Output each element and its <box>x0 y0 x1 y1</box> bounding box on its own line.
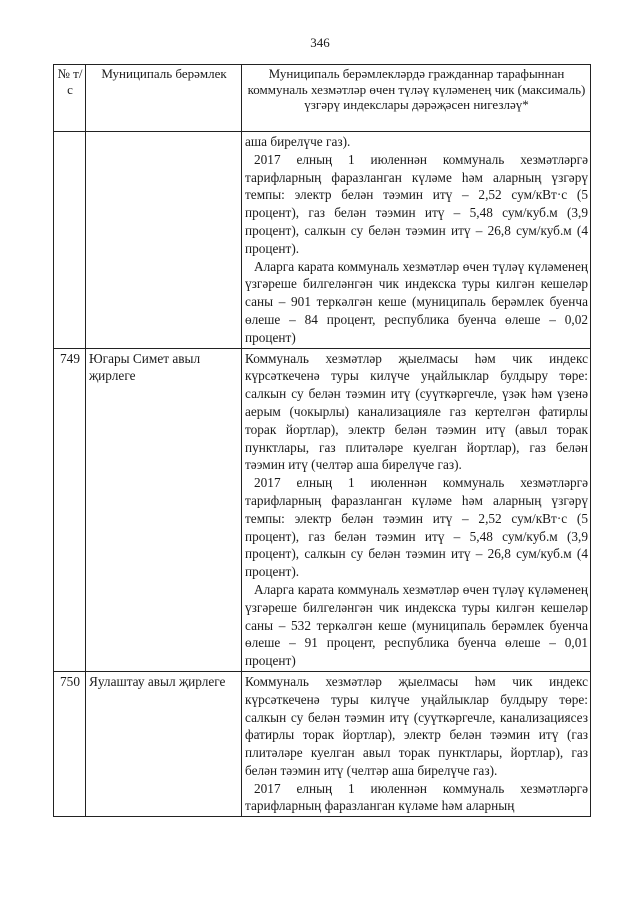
row-number: 749 <box>54 348 86 671</box>
paragraph: 2017 елның 1 июленнән коммуналь хезмәтләргә тарифларның фаразланган күләме һәм аларның үзгәрү темпы: электр белән тәэмин итү – 2,52 сум/кВт·с (5 процент), газ белән тәэмин итү – 5,48 сум/куб.м (3,9 процент), салкын су белән тәэмин итү – 26,8 сум/куб.м (4 процент). <box>245 151 588 256</box>
row-municipality: Югары Симет авыл җирлеге <box>86 348 242 671</box>
row-municipality <box>86 132 242 349</box>
row-description <box>242 348 591 671</box>
paragraph: Аларга карата коммуналь хезмәтләр өчен түләү күләменең үзгәреше билгеләнгән чик индекска туры килгән кешеләр саны – 901 теркәлгән кеше (муниципаль берәмлек буенча өлеше – 84 процент, республика буенча өлеше – 0,02 процент) <box>245 258 588 345</box>
table-header-row <box>54 65 591 132</box>
row-municipality: Яулаштау авыл җирлеге <box>86 671 242 816</box>
paragraph: Аларга карата коммуналь хезмәтләр өчен түләү күләменең үзгәреше билгеләнгән чик индекска туры килгән кешеләр саны – 532 теркәлгән кеше (муниципаль берәмлек буенча өлеше – 91 процент, республика буенча өлеше – 0,01 процент) <box>245 581 588 669</box>
table-row <box>54 348 591 671</box>
header-number: № т/с <box>54 65 86 132</box>
paragraph: аша бирелүче газ). <box>245 134 351 149</box>
row-description <box>242 132 591 349</box>
row-number <box>54 132 86 349</box>
row-description <box>242 671 591 816</box>
table-row <box>54 132 591 349</box>
paragraph: Коммуналь хезмәтләр җыелмасы һәм чик индекс күрсәткеченә туры килүче уңайлыклар булдыру төре: салкын су белән тәэмин итү (суүткәргечле, үзәк һәм үзенә аерым (чокырлы) канализацияле газ кертелгән фатирлы торак йортлар), электр белән тәэмин итү (авыл торак пунктлары, газ плитәләре куелган йортлар), газ белән тәэмин итү (челтәр аша бирелүче газ). <box>245 350 588 473</box>
paragraph: 2017 елның 1 июленнән коммуналь хезмәтләргә тарифларның фаразланган күләме һәм аларның үзгәрү темпы: электр белән тәэмин итү – 2,52 сум/кВт·с (5 процент), газ белән тәэмин итү – 5,48 сум/куб.м (3,9 процент), салкын су белән тәэмин итү – 26,8 сум/куб.м (4 процент). <box>245 475 588 580</box>
indices-table <box>53 64 591 817</box>
paragraph: Коммуналь хезмәтләр җыелмасы һәм чик индекс күрсәткеченә туры килүче уңайлыклар булдыру төре: салкын су белән тәэмин итү (суүткәргечле, канализациясез фатирлы торак йортлар), электр белән тәэмин итү (газ плитәләре куелган авыл торак пунктлары, йортлар), газ белән тәэмин итү (челтәр аша бирелүче газ). <box>245 673 588 778</box>
row-number: 750 <box>54 671 86 816</box>
header-municipality: Муниципаль берәмлек <box>86 65 242 132</box>
header-description: Муниципаль берәмлекләрдә гражданнар тарафыннан коммуналь хезмәтләр өчен түләү күләменең чик (максималь) үзгәрү индекслары дәрәҗәсен нигезләү* <box>242 65 591 132</box>
page-number: 346 <box>310 35 330 50</box>
paragraph: 2017 елның 1 июленнән коммуналь хезмәтләргә тарифларның фаразланган күләме һәм аларның <box>245 780 588 814</box>
table-row <box>54 671 591 816</box>
